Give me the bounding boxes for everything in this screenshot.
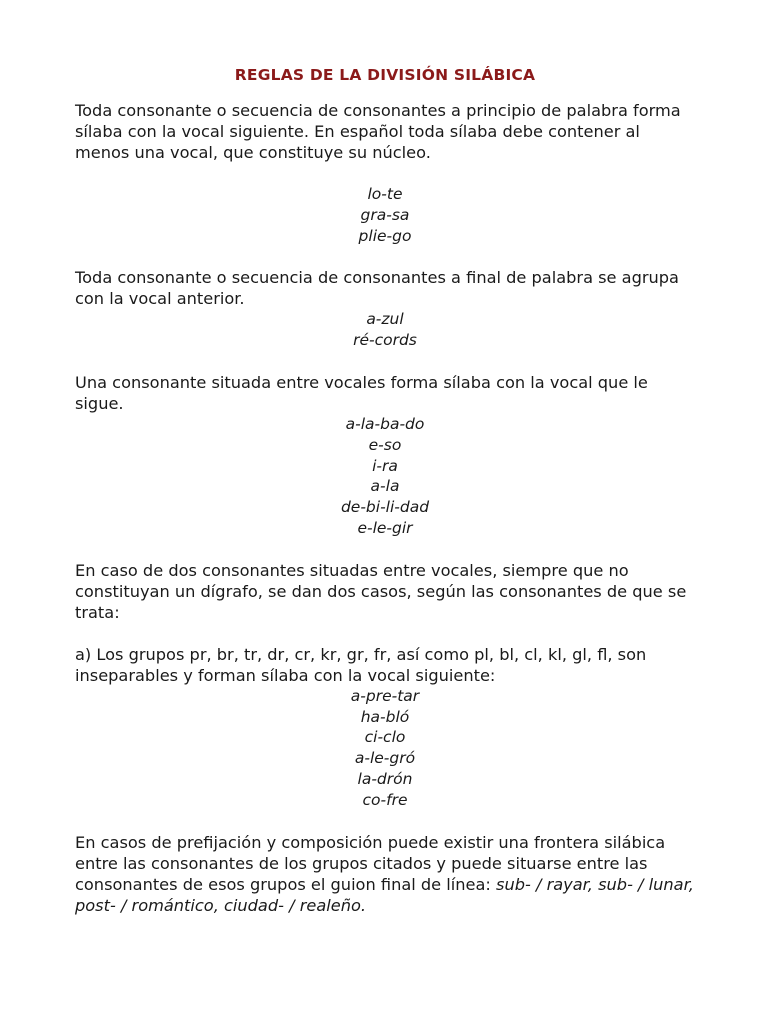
example-item: co-fre: [362, 790, 408, 809]
example-item: la-drón: [357, 769, 413, 788]
example-item: lo-te: [367, 185, 403, 203]
example-item: ci-clo: [364, 728, 406, 747]
document-page: [75, 64, 695, 916]
rule-4-text: En caso de dos consonantes situadas entre vocales, siempre que no constituyan un dígrafo, se dan dos casos, según las consonantes de que se trata:: [75, 560, 687, 622]
example-item: a-pre-tar: [350, 686, 420, 705]
example-item: e-so: [368, 435, 402, 454]
example-item: a-le-gró: [354, 749, 416, 768]
example-item: i-ra: [372, 456, 398, 475]
rule-5-text: En casos de prefijación y composición puede existir una frontera silábica entre las consonantes de los grupos citados y puede situarse entre las consonantes de esos grupos el guion final de línea:: [75, 832, 666, 894]
rule-1-examples: [75, 184, 695, 246]
rule-5-paragraph: [75, 832, 695, 916]
example-item: a-la: [370, 477, 400, 496]
rule-2-examples: [75, 309, 695, 351]
example-item: plie-go: [358, 226, 412, 245]
example-item: ré-cords: [353, 331, 417, 350]
page-title: REGLAS DE LA DIVISIÓN SILÁBICA: [234, 66, 536, 84]
rule-3-examples: [75, 414, 695, 539]
example-item: ha-bló: [360, 707, 410, 726]
rule-2-text: Toda consonante o secuencia de consonantes a final de palabra se agrupa con la vocal anterior.: [75, 268, 679, 309]
example-item: de-bi-li-dad: [340, 498, 430, 517]
rule-5-inline-examples: sub- / rayar, sub- / lunar, post- / romántico, ciudad- / realeño.: [75, 874, 694, 915]
rule-4a-examples: [75, 686, 695, 811]
example-item: a-la-ba-do: [345, 414, 425, 433]
rule-1-text: Toda consonante o secuencia de consonantes a principio de palabra forma sílaba con la vocal siguiente. En español toda sílaba debe contener al menos una vocal, que constituye su núcleo.: [75, 101, 681, 162]
example-item: gra-sa: [360, 205, 410, 224]
example-item: a-zul: [366, 310, 404, 329]
example-item: e-le-gir: [357, 518, 413, 537]
rule-4a-text: a) Los grupos pr, br, tr, dr, cr, kr, gr, fr, así como pl, bl, cl, kl, gl, fl, son inseparables y forman sílaba con la vocal siguiente:: [75, 644, 647, 685]
rule-3-text: Una consonante situada entre vocales forma sílaba con la vocal que le sigue.: [75, 372, 648, 413]
